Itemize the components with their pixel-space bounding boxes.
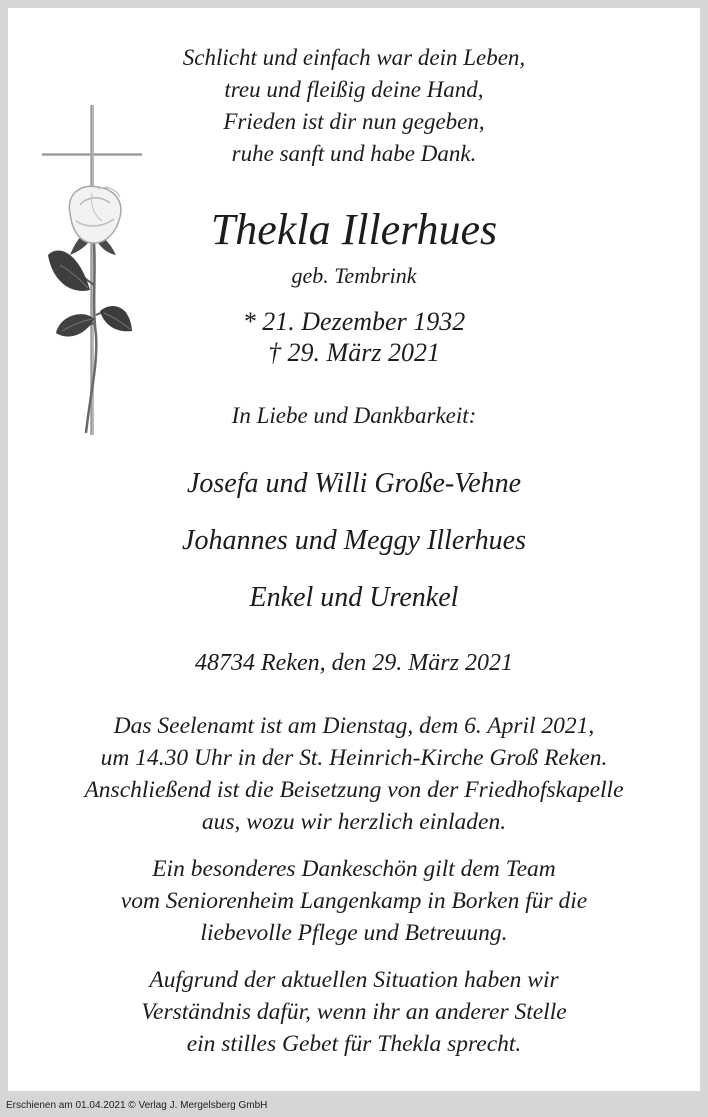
- service-line: Anschließend ist die Beisetzung von der Friedhofskapelle: [84, 777, 624, 803]
- closing-line: Verständnis dafür, wenn ihr an anderer Stelle: [141, 999, 567, 1025]
- thanks-line: Ein besonderes Dankeschön gilt dem Team: [152, 856, 556, 882]
- closing-line: Aufgrund der aktuellen Situation haben wir: [149, 967, 559, 993]
- birth-date: * 21. Dezember 1932: [242, 307, 466, 336]
- poem-line: treu und fleißig deine Hand,: [224, 77, 484, 102]
- place-date: 48734 Reken, den 29. März 2021: [195, 650, 513, 676]
- mourner-name: Josefa und Willi Große-Vehne: [186, 468, 522, 499]
- thanks-line: vom Seniorenheim Langenkamp in Borken für die: [120, 888, 588, 914]
- mourner-name: Johannes und Meggy Illerhues: [182, 525, 526, 556]
- closing-line: ein stilles Gebet für Thekla sprecht.: [186, 1031, 522, 1057]
- service-line: um 14.30 Uhr in der St. Heinrich-Kirche Groß Reken.: [100, 745, 608, 771]
- service-line: aus, wozu wir herzlich einladen.: [201, 809, 507, 835]
- poem-line: Frieden ist dir nun gegeben,: [223, 109, 485, 134]
- death-date: † 29. März 2021: [268, 338, 440, 367]
- poem-line: ruhe sanft und habe Dank.: [231, 141, 477, 166]
- deceased-name: Thekla Illerhues: [210, 205, 498, 254]
- publication-footer: Erschienen am 01.04.2021 © Verlag J. Mergelsberg GmbH: [6, 1100, 268, 1111]
- intro-text: In Liebe und Dankbarkeit:: [231, 403, 477, 428]
- thanks-line: liebevolle Pflege und Betreuung.: [200, 920, 508, 946]
- birth-name: geb. Tembrink: [291, 263, 417, 288]
- mourner-name: Enkel und Urenkel: [249, 582, 459, 613]
- poem-line: Schlicht und einfach war dein Leben,: [182, 45, 526, 70]
- service-line: Das Seelenamt ist am Dienstag, dem 6. April 2021,: [113, 713, 595, 739]
